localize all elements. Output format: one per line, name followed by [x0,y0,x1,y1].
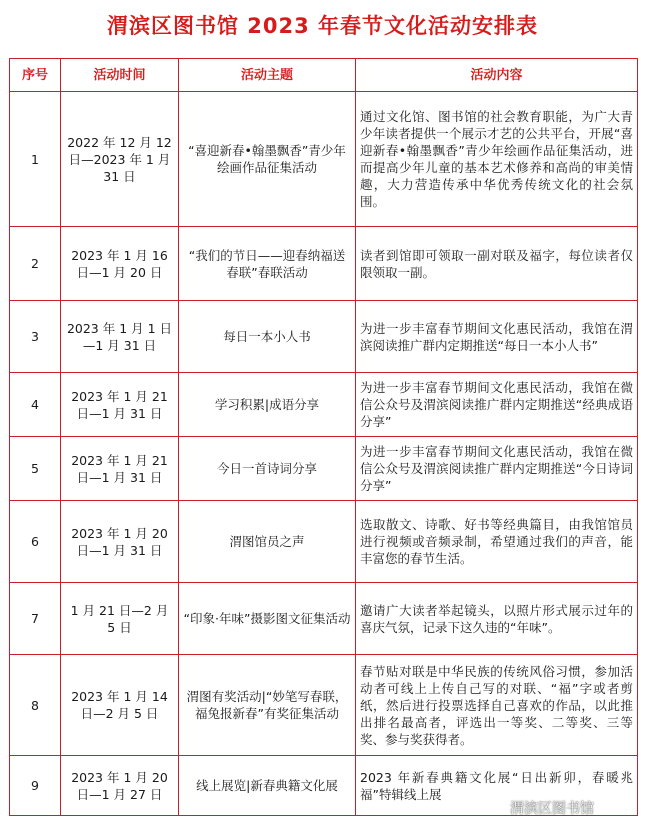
cell-number: 4 [10,373,61,437]
cell-theme: “我们的节日——迎春纳福送春联”春联活动 [179,227,356,301]
table-row [10,437,638,501]
table-row [10,373,638,437]
table-header-row [10,59,638,92]
cell-theme: 学习积累|成语分享 [179,373,356,437]
cell-theme: 渭图有奖活动|“妙笔写春联，福兔报新春”有奖征集活动 [179,655,356,756]
header-time: 活动时间 [61,59,179,92]
header-theme: 活动主题 [179,59,356,92]
cell-time: 2023 年 1 月 20 日—1 月 27 日 [61,756,179,816]
wechat-channel-icon [490,800,506,816]
cell-time: 2022 年 12 月 12 日—2023 年 1 月 31 日 [61,92,179,227]
cell-time: 2023 年 1 月 21 日—1 月 31 日 [61,373,179,437]
watermark-text: 渭滨区图书馆 [510,801,594,817]
cell-content: 为进一步丰富春节期间文化惠民活动，我馆在微信公众号及渭滨阅读推广群内定期推送“今日诗词分享” [356,437,638,501]
cell-time: 2023 年 1 月 20 日—1 月 31 日 [61,501,179,583]
cell-content: 选取散文、诗歌、好书等经典篇目，由我馆馆员进行视频或音频录制，希望通过我们的声音，能丰富您的春节生活。 [356,501,638,583]
cell-number: 8 [10,655,61,756]
cell-number: 5 [10,437,61,501]
activity-schedule-table [9,58,638,816]
table-row [10,227,638,301]
cell-number: 7 [10,583,61,655]
cell-number: 1 [10,92,61,227]
cell-content: 读者到馆即可领取一副对联及福字，每位读者仅限领取一副。 [356,227,638,301]
cell-content: 为进一步丰富春节期间文化惠民活动，我馆在渭滨阅读推广群内定期推送“每日一本小人书” [356,301,638,373]
table-row [10,655,638,756]
cell-number: 3 [10,301,61,373]
cell-time: 2023 年 1 月 14 日—2 月 5 日 [61,655,179,756]
cell-theme: 每日一本小人书 [179,301,356,373]
table-row [10,301,638,373]
cell-content: 邀请广大读者举起镜头，以照片形式展示过年的喜庆气氛，记录下这久违的“年味”。 [356,583,638,655]
page-title: 渭滨区图书馆 2023 年春节文化活动安排表 [106,14,539,38]
table-row [10,583,638,655]
table-row [10,501,638,583]
cell-time: 2023 年 1 月 21 日—1 月 31 日 [61,437,179,501]
cell-theme: “喜迎新春•翰墨飘香”青少年绘画作品征集活动 [179,92,356,227]
cell-theme: 线上展览|新春典籍文化展 [179,756,356,816]
cell-time: 2023 年 1 月 1 日—1 月 31 日 [61,301,179,373]
cell-content: 春节贴对联是中华民族的传统风俗习惯，参加活动者可线上上传自己写的对联、“福”字或者剪纸，然后进行投票选择自己喜欢的作品，以此推出排名最高者，评选出一等奖、二等奖、三等奖、参与奖获得者。 [356,655,638,756]
cell-number: 9 [10,756,61,816]
cell-theme: 今日一首诗词分享 [179,437,356,501]
header-content: 活动内容 [356,59,638,92]
cell-content: 通过文化馆、图书馆的社会教育职能，为广大青少年读者提供一个展示才艺的公共平台，开展“喜迎新春•翰墨飘香”青少年绘画作品征集活动，进而提高少年儿童的基本艺术修养和高尚的审美情趣，大力营造传承中华优秀传统文化的社会氛围。 [356,92,638,227]
cell-content: 为进一步丰富春节期间文化惠民活动，我馆在微信公众号及渭滨阅读推广群内定期推送“经典成语分享” [356,373,638,437]
table-row [10,92,638,227]
cell-number: 2 [10,227,61,301]
cell-theme: “印象·年味”摄影图文征集活动 [179,583,356,655]
cell-time: 2023 年 1 月 16 日—1 月 20 日 [61,227,179,301]
cell-theme: 渭图馆员之声 [179,501,356,583]
header-number: 序号 [10,59,61,92]
cell-time: 1 月 21 日—2 月 5 日 [61,583,179,655]
cell-content: 2023 年新春典籍文化展“日出新卯，春暖兆福”特辑线上展 [356,756,638,816]
cell-number: 6 [10,501,61,583]
watermark [490,796,640,820]
